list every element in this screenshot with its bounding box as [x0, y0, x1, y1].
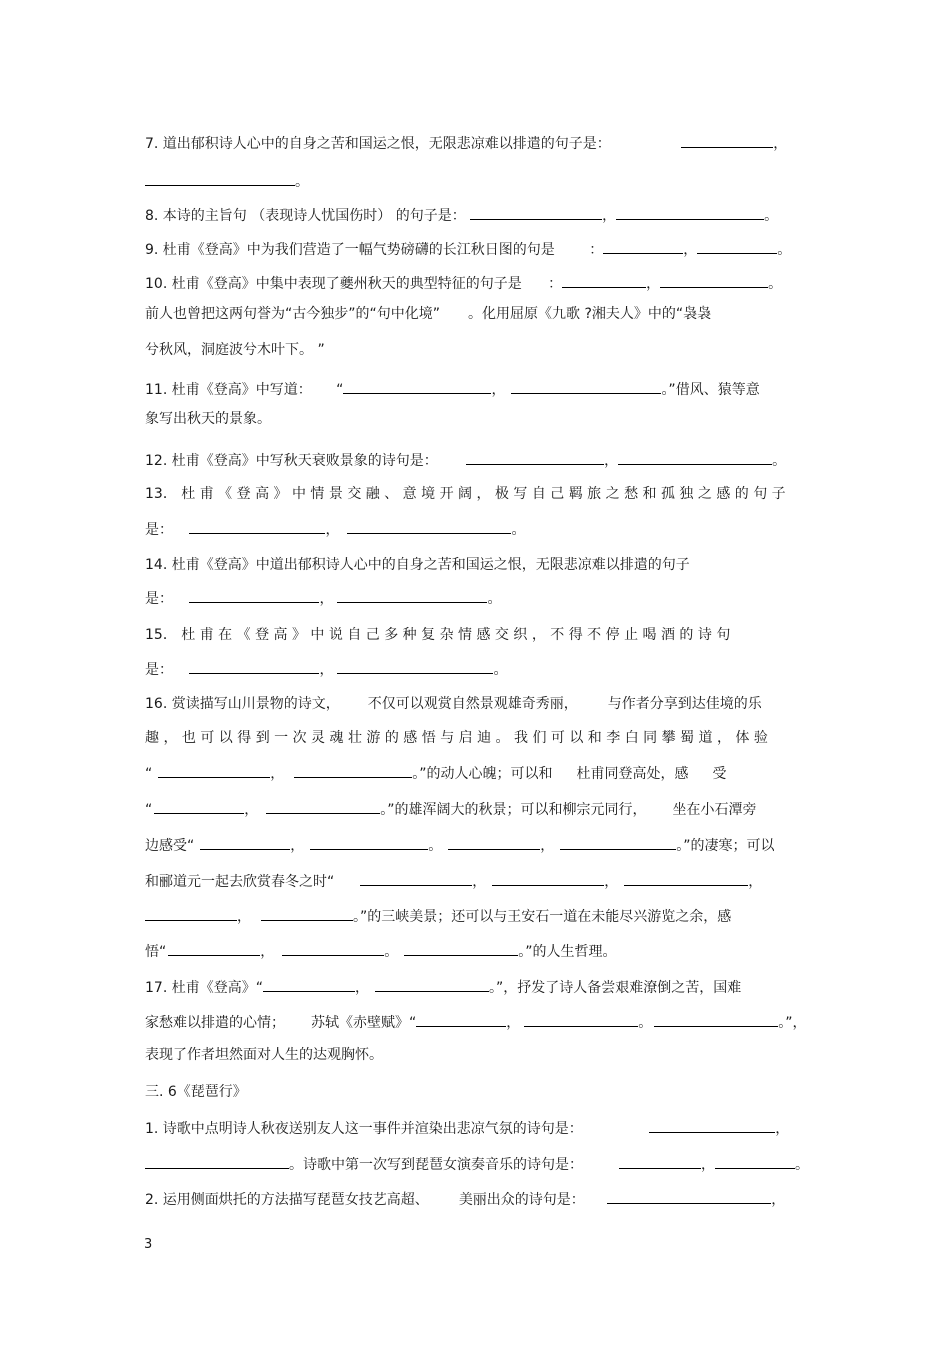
- blank[interactable]: [158, 763, 270, 778]
- pipa-q2-text: 2. 运用侧面烘托的方法描写琵琶女技艺高超、: [145, 1192, 429, 1208]
- blank[interactable]: [145, 1154, 289, 1169]
- blank[interactable]: [560, 835, 676, 850]
- q7-text: 7. 道出郁积诗人心中的自身之苦和国运之恨，无限悲凉难以排遣的句子是：: [145, 136, 611, 152]
- blank[interactable]: [624, 871, 748, 886]
- q16-line-8: [145, 941, 617, 961]
- q16-text: 。”的人生哲理。: [518, 944, 617, 960]
- blank[interactable]: [654, 1012, 778, 1027]
- punct: ，: [775, 1121, 790, 1137]
- q11-text: 象写出秋天的景象。: [145, 411, 271, 427]
- punct: ，: [683, 242, 698, 258]
- page-number: 3: [144, 1237, 153, 1252]
- q16-line-4: [145, 799, 757, 819]
- blank[interactable]: [360, 871, 472, 886]
- q8-text: 8. 本诗的主旨句 （表现诗人忧国伤时） 的句子是：: [145, 208, 466, 224]
- section-heading: [145, 1083, 247, 1101]
- punct: 。: [493, 662, 508, 678]
- punct: ，: [491, 382, 506, 398]
- punct: ，: [540, 838, 555, 854]
- punct: ，: [604, 453, 619, 469]
- q16-line-2: [145, 729, 768, 747]
- q13-text: 是：: [145, 522, 173, 538]
- punct: ，: [237, 909, 251, 925]
- q17-text: 苏轼《赤壁赋》“: [311, 1015, 417, 1031]
- q17-text: 家愁难以排遣的心情；: [145, 1015, 285, 1031]
- punct: 。: [777, 242, 792, 258]
- q10-line-1: [145, 273, 782, 293]
- q17-text: 表现了作者坦然面对人生的达观胸怀。: [145, 1047, 383, 1063]
- punct: “: [145, 766, 153, 782]
- q16-text: 边感受“: [145, 838, 195, 854]
- punct: 。: [295, 174, 309, 190]
- punct: 。: [772, 453, 787, 469]
- punct: ，: [260, 944, 275, 960]
- blank[interactable]: [168, 941, 260, 956]
- blank[interactable]: [200, 835, 290, 850]
- q10-text: 兮秋风，洞庭波兮木叶下。 ”: [145, 342, 325, 358]
- q8-line: [145, 205, 778, 225]
- blank[interactable]: [603, 239, 683, 254]
- q15-text: 是：: [145, 662, 173, 678]
- q15-line-2: [145, 659, 507, 679]
- q11-line-2: [145, 410, 271, 428]
- q17-text: 。”，: [778, 1015, 807, 1031]
- pipa-q1-text: 。诗歌中第一次写到琵琶女演奏音乐的诗句是：: [289, 1157, 583, 1173]
- punct: ，: [701, 1157, 715, 1173]
- blank[interactable]: [266, 799, 380, 814]
- q16-text: 。”的雄浑阔大的秋景；可以和柳宗元同行，: [380, 802, 647, 818]
- q16-text: 坐在小石潭旁: [672, 802, 757, 818]
- q16-text: 不仅可以观赏自然景观雄奇秀丽，: [367, 696, 578, 712]
- blank[interactable]: [310, 835, 428, 850]
- punct: 。: [764, 208, 779, 224]
- pipa-q1-line-1: [145, 1118, 789, 1138]
- punct: ，: [771, 1192, 786, 1208]
- q11-text: 11. 杜甫《登高》中写道：: [145, 382, 312, 398]
- blank[interactable]: [416, 1012, 506, 1027]
- q14-text: 是：: [145, 591, 173, 607]
- punct: ，: [354, 980, 369, 996]
- q16-text: 杜甫同登高处，感: [576, 766, 689, 782]
- blank[interactable]: [145, 171, 295, 186]
- punct: ，: [604, 874, 619, 890]
- blank[interactable]: [189, 588, 319, 603]
- q10-text: 前人也曾把这两句誉为“古今独步”的“句中化境”: [145, 306, 441, 322]
- section-title: 三. 6《琵琶行》: [145, 1084, 247, 1100]
- q17-line-3: [145, 1046, 383, 1064]
- blank[interactable]: [337, 659, 493, 674]
- q16-text: 趣 ， 也 可 以 得 到 一 次 灵 魂 壮 游 的 感 悟 与 启 迪 。 我 们 可 以 和 李 白 同 攀 蜀 道 ， 体 验: [145, 730, 768, 746]
- blank[interactable]: [660, 273, 768, 288]
- q16-text: 受: [712, 766, 727, 782]
- punct: ，: [319, 591, 334, 607]
- q16-line-1: [145, 695, 762, 713]
- punct: ，: [773, 136, 788, 152]
- blank[interactable]: [492, 871, 604, 886]
- q16-text: 16. 赏读描写山川景物的诗文，: [145, 696, 340, 712]
- blank[interactable]: [511, 379, 661, 394]
- q13-line-2: [145, 519, 525, 539]
- blank[interactable]: [294, 763, 412, 778]
- q13-line-1: [145, 485, 786, 503]
- q7-line-1: [145, 133, 787, 153]
- punct: 。: [768, 276, 783, 292]
- q17-line-2: [145, 1012, 807, 1032]
- q14-text: 14. 杜甫《登高》中道出郁积诗人心中的自身之苦和国运之恨，无限悲凉难以排遣的句子: [145, 557, 690, 573]
- q15-line-1: [145, 626, 730, 644]
- q16-line-3: [145, 763, 727, 783]
- punct: ，: [646, 276, 661, 292]
- blank[interactable]: [404, 941, 518, 956]
- punct: “: [145, 802, 153, 818]
- punct: ，: [602, 208, 617, 224]
- punct: 。: [428, 838, 443, 854]
- pipa-q1-text: 1. 诗歌中点明诗人秋夜送别友人这一事件并渲染出悲凉气氛的诗句是：: [145, 1121, 583, 1137]
- q14-line-1: [145, 556, 690, 574]
- q15-text: 15． 杜 甫 在 《 登 高 》 中 说 自 己 多 种 复 杂 情 感 交 织 ， 不 得 不 停 止 喝 酒 的 诗 句: [145, 627, 731, 643]
- blank[interactable]: [466, 450, 604, 465]
- q16-text: 悟“: [145, 944, 167, 960]
- punct: ，: [472, 874, 487, 890]
- blank[interactable]: [562, 273, 646, 288]
- blank[interactable]: [343, 379, 491, 394]
- blank[interactable]: [524, 1012, 638, 1027]
- punct: 。: [511, 522, 526, 538]
- q16-text: 和郦道元一起去欣赏春冬之时“: [145, 874, 335, 890]
- pipa-q2-line: [145, 1189, 785, 1209]
- q16-text: 。”的三峡美景；还可以与王安石一道在未能尽兴游览之余，感: [353, 909, 732, 925]
- punct: 。: [638, 1015, 653, 1031]
- q10-text: 。化用屈原《九歌 ?湘夫人》中的“袅袅: [468, 306, 712, 322]
- punct: 。: [487, 591, 502, 607]
- blank[interactable]: [347, 519, 511, 534]
- punct: ，: [325, 522, 340, 538]
- blank[interactable]: [154, 799, 244, 814]
- blank[interactable]: [618, 450, 772, 465]
- q10-text: 10. 杜甫《登高》中集中表现了夔州秋天的典型特征的句子是: [145, 276, 522, 292]
- q17-text: 17. 杜甫《登高》“: [145, 980, 263, 996]
- q11-line-1: [145, 379, 760, 399]
- punct: ，: [244, 802, 259, 818]
- q9-text: 9. 杜甫《登高》中为我们营造了一幅气势磅礴的长江秋日图的句是: [145, 242, 555, 258]
- punct: 。: [384, 944, 399, 960]
- blank[interactable]: [263, 977, 355, 992]
- blank[interactable]: [697, 239, 777, 254]
- blank[interactable]: [282, 941, 384, 956]
- punct: ：: [589, 242, 604, 258]
- blank[interactable]: [337, 588, 487, 603]
- q16-text: 。”的动人心魄；可以和: [412, 766, 553, 782]
- punct: ，: [319, 662, 334, 678]
- blank[interactable]: [375, 977, 489, 992]
- q17-line-1: [145, 977, 741, 997]
- blank[interactable]: [448, 835, 540, 850]
- blank[interactable]: [619, 1154, 701, 1169]
- pipa-q1-line-2: [145, 1154, 809, 1174]
- q17-text: 。”，抒发了诗人备尝艰难潦倒之苦，国难: [488, 980, 742, 996]
- q14-line-2: [145, 588, 501, 608]
- q10-line-2: [145, 305, 711, 323]
- punct: 。: [795, 1157, 809, 1173]
- blank[interactable]: [681, 133, 773, 148]
- q16-line-6: [145, 871, 762, 891]
- blank[interactable]: [715, 1154, 795, 1169]
- blank[interactable]: [470, 205, 602, 220]
- pipa-q2-text: 美丽出众的诗句是：: [458, 1192, 585, 1208]
- q12-text: 12. 杜甫《登高》中写秋天衰败景象的诗句是：: [145, 453, 438, 469]
- punct: ，: [270, 766, 285, 782]
- punct: ，: [506, 1015, 521, 1031]
- q9-line: [145, 239, 791, 259]
- punct: “: [336, 382, 344, 398]
- q13-text: 13． 杜 甫 《 登 高 》 中 情 景 交 融 、 意 境 开 阔 ， 极 写 自 己 羁 旅 之 愁 和 孤 独 之 感 的 句 子: [145, 486, 786, 502]
- punct: ，: [748, 874, 763, 890]
- blank[interactable]: [189, 659, 319, 674]
- blank[interactable]: [145, 906, 237, 921]
- q16-text: 。”的凄寒；可以: [676, 838, 775, 854]
- q12-line: [145, 450, 786, 470]
- blank[interactable]: [649, 1118, 775, 1133]
- punct: ，: [290, 838, 305, 854]
- q16-line-5: [145, 835, 775, 855]
- blank[interactable]: [607, 1189, 771, 1204]
- q16-line-7: [145, 906, 731, 926]
- blank[interactable]: [261, 906, 353, 921]
- q10-line-3: [145, 341, 325, 359]
- q11-text: 。”借风、猿等意: [661, 382, 760, 398]
- blank[interactable]: [616, 205, 764, 220]
- punct: ：: [548, 276, 563, 292]
- q7-line-2: [145, 171, 309, 191]
- blank[interactable]: [189, 519, 325, 534]
- q16-text: 与作者分享到达佳境的乐: [607, 696, 762, 712]
